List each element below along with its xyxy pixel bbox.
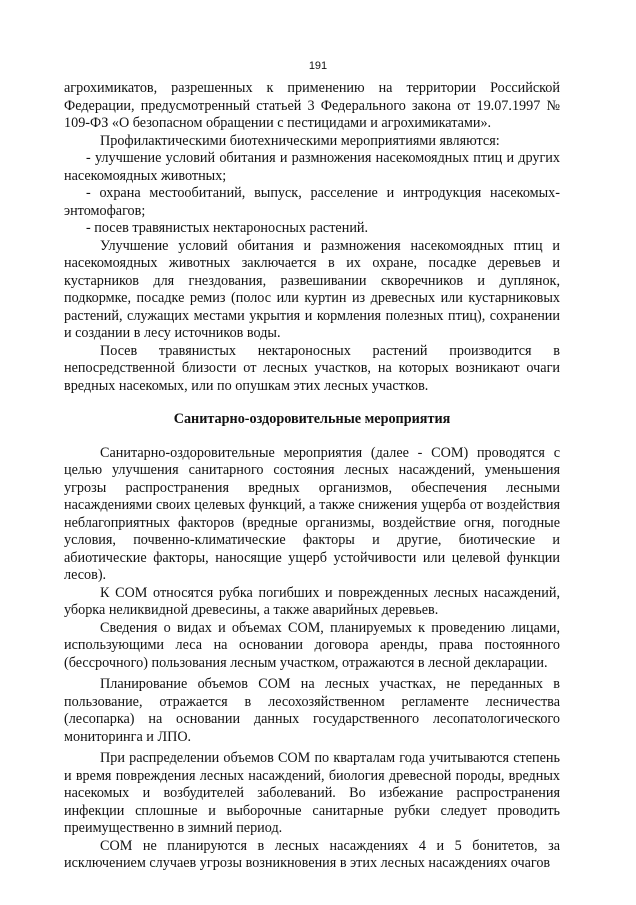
section-paragraph-4: Планирование объемов СОМ на лесных участках, не переданных в пользование, отражается в лесохозяйственном регламенте лесничества (лесопарка) на основании данных государственного лесопатологического мониторинга и ЛПО. [64, 676, 560, 745]
section-paragraph-1: Санитарно-оздоровительные мероприятия (далее - СОМ) проводятся с целью улучшения санитарного состояния лесных насаждений, уменьшения угрозы распространения вредных организмов, обеспечения лесными насаждениями своих целевых функций, а также снижения ущерба от воздействия неблагоприятных факторов (вредные организмы, воздействие огня, погодные условия, почвенно-климатические факторы и другие, биотические и абиотические факторы, наносящие ущерб устойчивости или целевой функции лесов). [64, 444, 560, 583]
intro-paragraph-4: Посев травянистых нектароносных растений производится в непосредственной близости от лесных участков, на которых возникают очаги вредных насекомых, или по опушкам этих лесных участков. [64, 342, 560, 394]
list-item: - улучшение условий обитания и размножения насекомоядных птиц и других насекомоядных животных; [64, 150, 560, 184]
page-number: 191 [308, 60, 328, 72]
section-paragraph-6: СОМ не планируются в лесных насаждениях 4 и 5 бонитетов, за исключением случаев угрозы возникновения в этих лесных насаждениях очагов [64, 837, 560, 871]
intro-paragraph-1: агрохимикатов, разрешенных к применению на территории Российской Федерации, предусмотренный статьей 3 Федерального закона от 19.07.1997 № 109-ФЗ «О безопасном обращении с пестицидами и агрохимикатами». [64, 80, 560, 131]
list-item: - посев травянистых нектароносных растений. [86, 220, 369, 236]
intro-paragraph-3: Улучшение условий обитания и размножения насекомоядных птиц и насекомоядных животных заключается в их охране, посадке деревьев и кустарников для гнездования, развешивании скворечников и дуплянок, подкормке, посадке ремиз (полос или куртин из древесных или кустарниковых растений, служащих местами укрытия и кормления полезных птиц), сохранении и создании в лесу источников воды. [64, 237, 560, 341]
section-paragraph-5: При распределении объемов СОМ по кварталам года учитываются степень и время повреждения лесных насаждений, биология древесной породы, вредных насекомых и возбудителей заболеваний. Во избежание распространения инфекции сплошные и выборочные санитарные рубки следует проводить преимущественно в зимний период. [64, 750, 560, 836]
intro-paragraph-2: Профилактическими биотехническими мероприятиями являются: [100, 132, 500, 149]
section-paragraph-2: К СОМ относятся рубка погибших и поврежденных лесных насаждений, уборка неликвидной древесины, а также аварийных деревьев. [64, 584, 560, 618]
section-heading: Санитарно-оздоровительные мероприятия [173, 411, 451, 427]
list-item: - охрана местообитаний, выпуск, расселение и интродукция насекомых-энтомофагов; [64, 185, 560, 219]
section-paragraph-3: Сведения о видах и объемах СОМ, планируемых к проведению лицами, использующими леса на основании договора аренды, права постоянного (бессрочного) пользования лесным участком, отражаются в лесной декларации. [64, 619, 560, 671]
document-body [64, 80, 560, 873]
